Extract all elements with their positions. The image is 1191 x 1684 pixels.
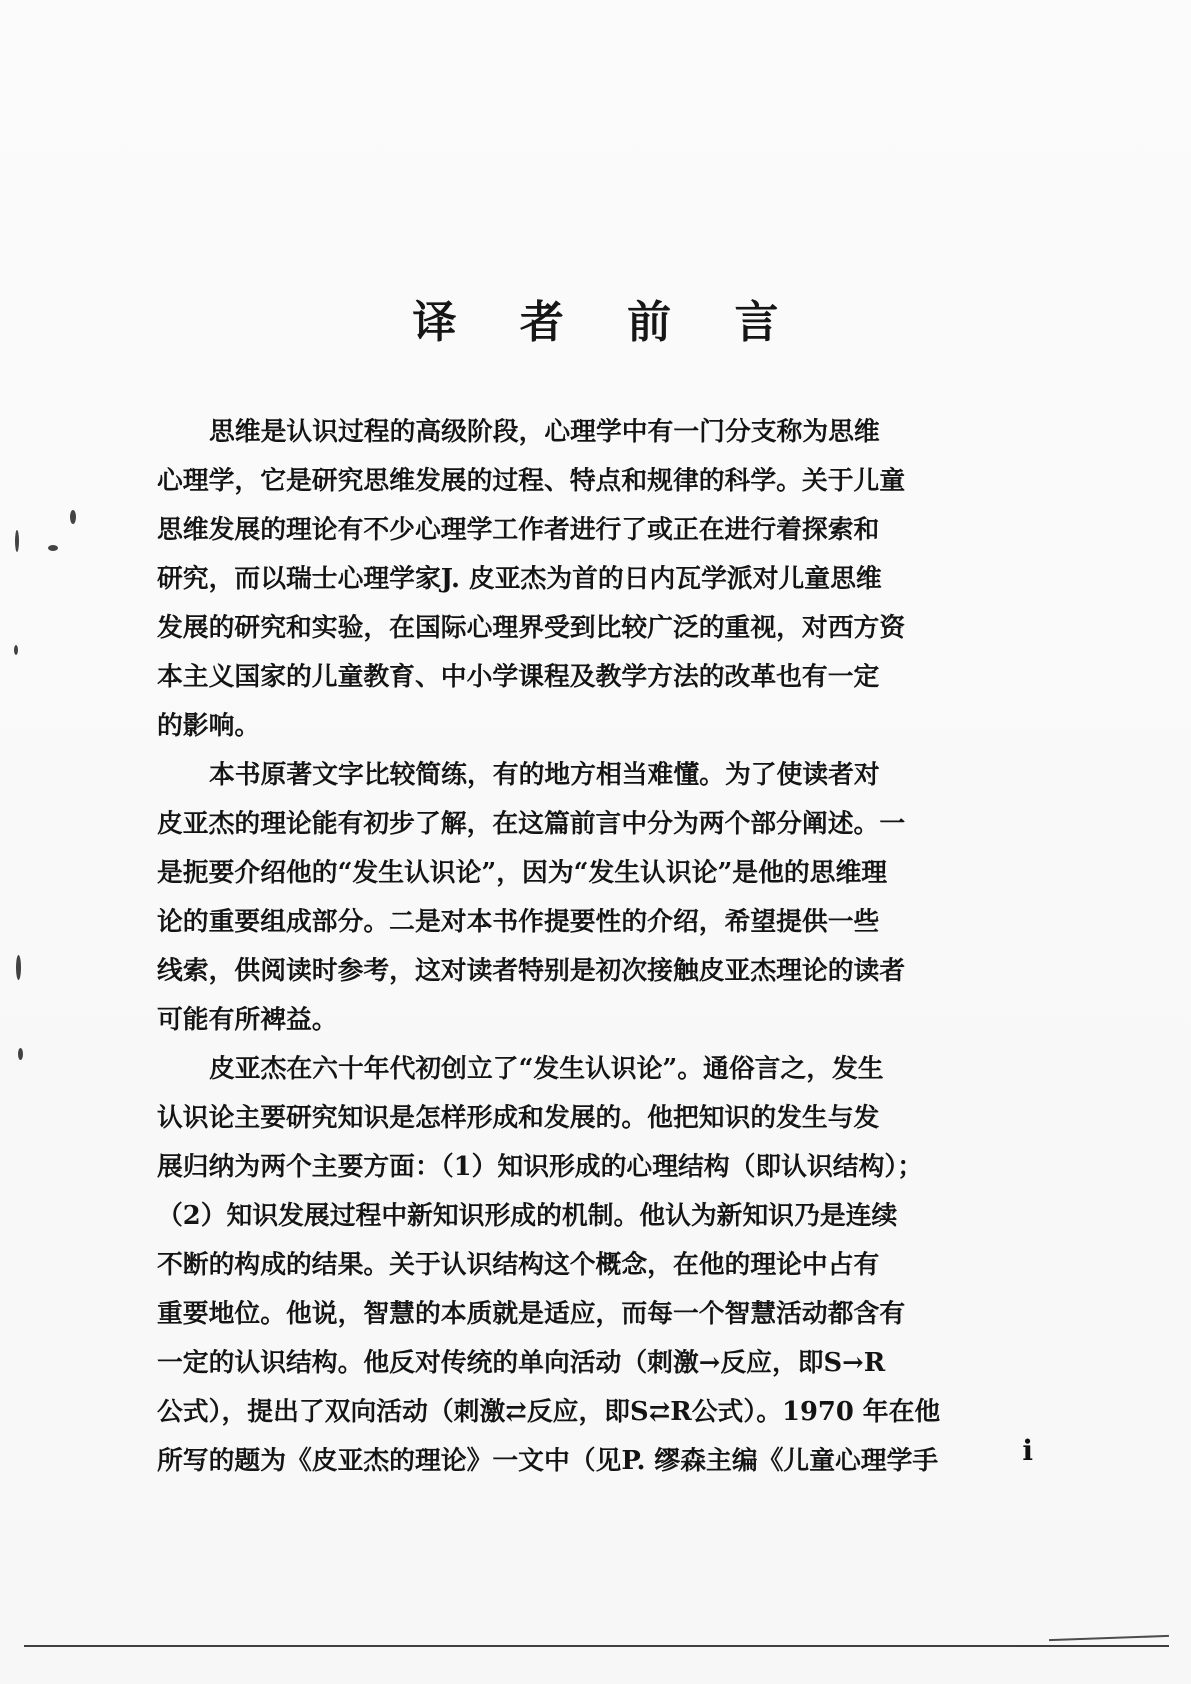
paragraph-line: 发展的研究和实验，在国际心理界受到比较广泛的重视，对西方资: [157, 613, 906, 643]
paragraph-line: 一定的认识结构。他反对传统的单向活动（刺激→反应，即S→R: [157, 1348, 886, 1378]
page-title: 译 者 前 言: [412, 297, 803, 348]
paragraph-line: 线索，供阅读时参考，这对读者特别是初次接触皮亚杰理论的读者: [157, 956, 906, 986]
scan-dot: [14, 645, 18, 655]
paragraph-line: 心理学，它是研究思维发展的过程、特点和规律的科学。关于儿童: [157, 466, 906, 496]
paragraph-line: 的影响。: [157, 711, 261, 741]
paragraph-line: （2）知识发展过程中新知识形成的机制。他认为新知识乃是连续: [157, 1201, 898, 1231]
paragraph-line: 论的重要组成部分。二是对本书作提要性的介绍，希望提供一些: [157, 907, 880, 937]
paragraph-line: 皮亚杰在六十年代初创立了“发生认识论”。通俗言之，发生: [209, 1054, 884, 1084]
paragraph-line: 思维是认识过程的高级阶段，心理学中有一门分支称为思维: [209, 417, 880, 447]
paragraph-line: 认识论主要研究知识是怎样形成和发展的。他把知识的发生与发: [157, 1103, 880, 1133]
paragraph-line: 公式），提出了双向活动（刺激⇄反应，即S⇄R公式）。1970 年在他: [157, 1397, 941, 1427]
paragraph-line: 重要地位。他说，智慧的本质就是适应，而每一个智慧活动都含有: [157, 1299, 906, 1329]
paragraph-line: 所写的题为《皮亚杰的理论》一文中（见P. 缪森主编《儿童心理学手: [157, 1446, 939, 1476]
paragraph-line: 可能有所裨益。: [157, 1005, 338, 1035]
paragraph-line: 本书原著文字比较简练，有的地方相当难懂。为了使读者对: [209, 760, 880, 790]
page-number: i: [1022, 1434, 1033, 1467]
paragraph-line: 思维发展的理论有不少心理学工作者进行了或正在进行着探索和: [157, 515, 880, 545]
paragraph-line: 皮亚杰的理论能有初步了解，在这篇前言中分为两个部分阐述。一: [157, 809, 906, 839]
scan-dot: [70, 510, 76, 524]
paragraph-line: 展归纳为两个主要方面：（1）知识形成的心理结构（即认识结构）；: [157, 1152, 924, 1182]
scan-dot: [16, 955, 21, 980]
scan-dot: [48, 545, 58, 551]
scan-dot: [18, 1048, 23, 1060]
paragraph-line: 研究，而以瑞士心理学家J. 皮亚杰为首的日内瓦学派对儿童思维: [157, 564, 882, 594]
paragraph-line: 本主义国家的儿童教育、中小学课程及教学方法的改革也有一定: [157, 662, 880, 692]
paragraph-line: 是扼要介绍他的“发生认识论”，因为“发生认识论”是他的思维理: [157, 858, 888, 888]
paragraph-line: 不断的构成的结果。关于认识结构这个概念，在他的理论中占有: [157, 1250, 880, 1280]
scan-dot: [15, 530, 19, 552]
preface-body: [157, 408, 1035, 1486]
bottom-scan-line: [24, 1645, 1169, 1647]
